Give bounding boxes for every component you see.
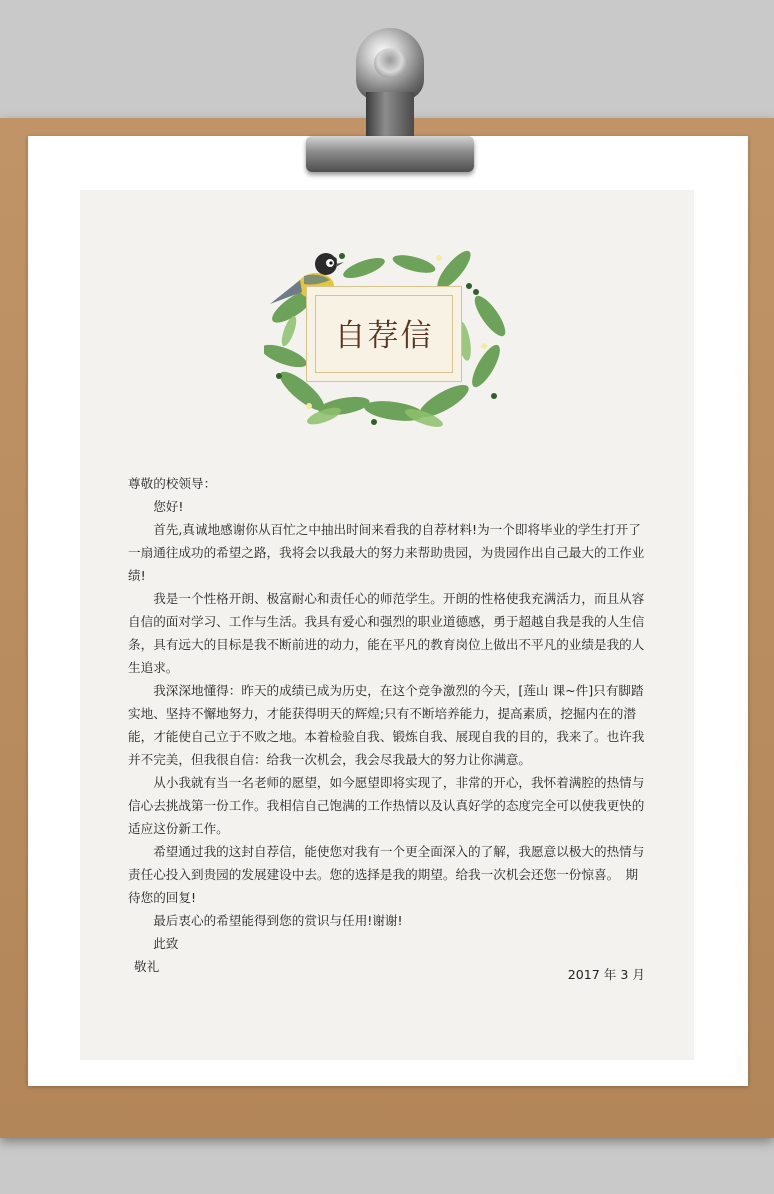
- binder-clip-hole: [374, 48, 406, 78]
- paragraph-4: 从小我就有当一名老师的愿望，如今愿望即将实现了，非常的开心，我怀着满腔的热情与信心去挑战第一份工作。我相信自己饱满的工作热情以及认真好学的态度完全可以使我更快的适应这份新工作。: [128, 775, 645, 836]
- letter-body: [128, 472, 646, 978]
- paragraph-1: 首先,真诚地感谢你从百忙之中抽出时间来看我的自荐材料!为一个即将毕业的学生打开了一扇通往成功的希望之路，我将会以我最大的努力来帮助贵园，为贵园作出自己最大的工作业绩!: [128, 522, 645, 583]
- paragraph-5: 希望通过我的这封自荐信，能使您对我有一个更全面深入的了解，我愿意以极大的热情与责任心投入到贵园的发展建设中去。您的选择是我的期望。给我一次机会还您一份惊喜。 期待您的回复!: [128, 844, 645, 905]
- salutation: 尊敬的校领导：: [128, 476, 217, 491]
- greeting: 您好!: [153, 499, 184, 514]
- paragraph-3: 我深深地懂得：昨天的成绩已成为历史，在这个竞争激烈的今天，[莲山 课~件]只有脚踏实地、坚持不懈地努力，才能获得明天的辉煌;只有不断培养能力，提高素质，挖掘内在的潜能，才能使自己立于不败之地。本着检验自我、锻炼自我、展现自我的目的，我来了。也许我并不完美，但我很自信：给我一次机会，我会尽我最大的努力让你满意。: [128, 683, 645, 767]
- closing-1: 此致: [153, 936, 179, 951]
- binder-clip: [306, 136, 474, 172]
- closing-2: 敬礼: [134, 959, 160, 974]
- letter-date: 2017 年 3 月: [567, 967, 645, 982]
- paragraph-6: 最后衷心的希望能得到您的赏识与任用!谢谢!: [153, 913, 403, 928]
- paragraph-2: 我是一个性格开朗、极富耐心和责任心的师范学生。开朗的性格使我充满活力，而且从容自信的面对学习、工作与生活。我具有爱心和强烈的职业道德感，勇于超越自我是我的人生信条，具有远大的目标是我不断前进的动力，能在平凡的教育岗位上做出不平凡的业绩是我的人生追求。: [128, 591, 645, 675]
- binder-clip-neck: [366, 92, 414, 136]
- page-title: 自荐信: [334, 318, 434, 354]
